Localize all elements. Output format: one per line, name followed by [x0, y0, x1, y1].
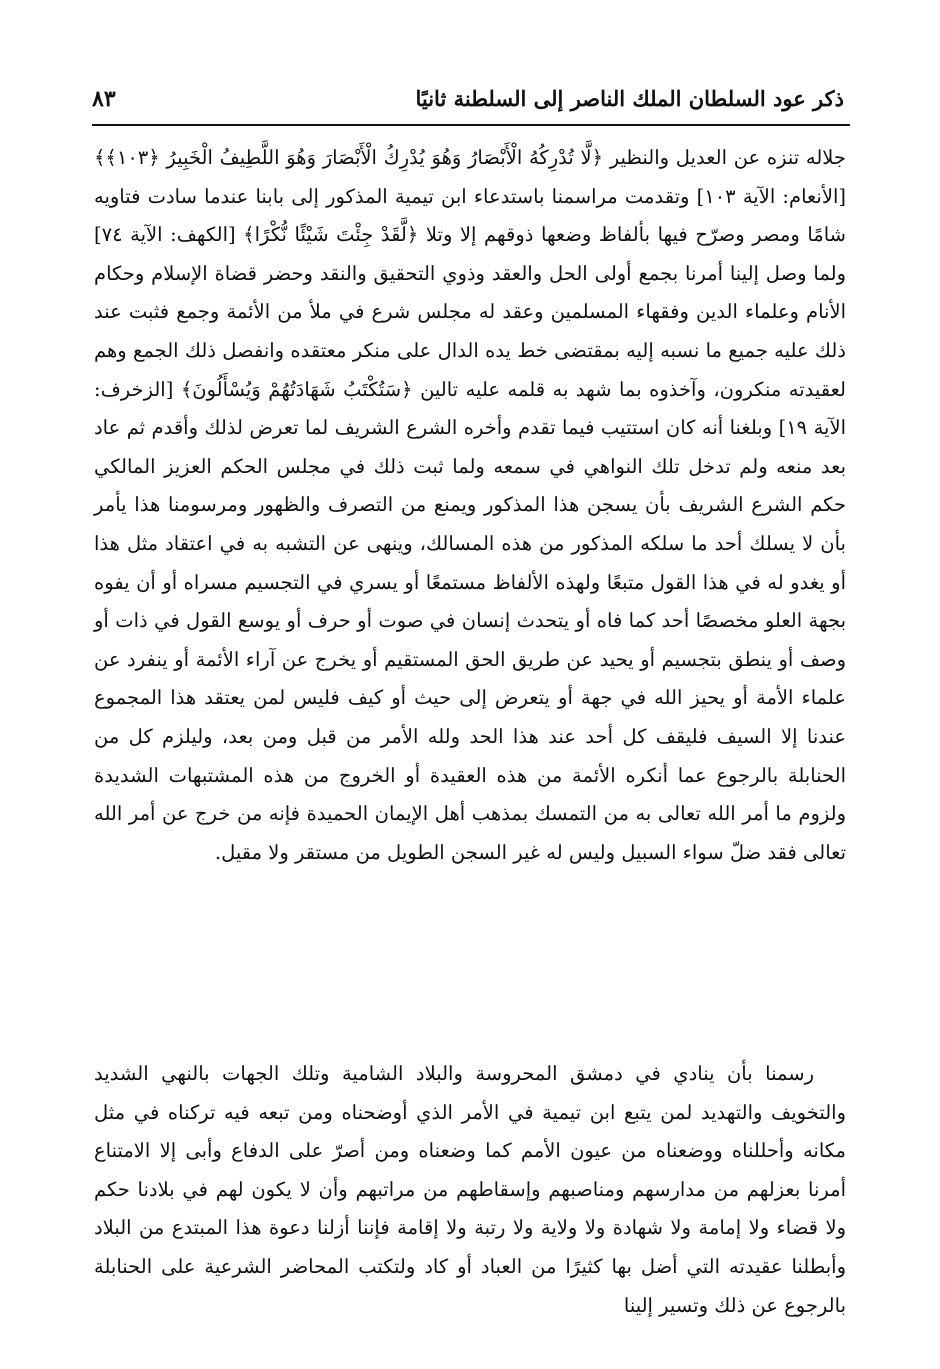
running-title: ذكر عود السلطان الملك الناصر إلى السلطنة ثانيًا: [415, 86, 844, 111]
body-paragraph-2: رسمنا بأن ينادي في دمشق المحروسة والبلاد الشامية وتلك الجهات بالنهي الشديد والتخويف والتهديد لمن يتبع ابن تيمية في الأمر الذي أوضحناه ومن تبعه فيه تركناه في مثل مكانه وأحللناه ووضعناه من عيون الأمم كما وضعناه ومن أصرّ على الدفاع وأبى إلا الامتناع أمرنا بعزلهم من مدارسهم ومناصبهم وإسقاطهم من مراتبهم وأن لا يكون لهم في بلادنا حكم ولا قضاء ولا إمامة ولا شهادة ولا ولاية ولا رتبة ولا إقامة فإننا أزلنا دعوة هذا المبتدع من البلاد وأبطلنا عقيدته التي أضل بها كثيرًا من العباد أو كاد ولتكتب المحاضر الشرعية على الحنابلة بالرجوع عن ذلك وتسير إلينا: [94, 1062, 846, 1317]
header-rule: [92, 124, 850, 126]
page-header: [92, 80, 848, 120]
page-number: ٨٣: [92, 86, 116, 112]
body-paragraph-2-wrapper: [94, 1055, 846, 1325]
body-paragraph-1: جلاله تنزه عن العديل والنظير ﴿لَّا تُدْرِكُهُ الْأَبْصَارُ وَهُوَ يُدْرِكُ الْأَبْصَارَ وَهُوَ اللَّطِيفُ الْخَبِيرُ ﴿١٠٣﴾﴾ [الأنعام: الآية ١٠٣] وتقدمت مراسمنا باستدعاء ابن تيمية المذكور إلى بابنا عندما سادت فتاويه شامًا ومصر وصرّح فيها بألفاظ وضعها ذوقهم إلا وتلا ﴿لَّقَدْ جِئْتَ شَيْئًا نُّكْرًا﴾ [الكهف: الآية ٧٤] ولما وصل إلينا أمرنا بجمع أولى الحل والعقد وذوي التحقيق والنقد وحضر قضاة الإسلام وحكام الأنام وعلماء الدين وفقهاء المسلمين وعقد له مجلس شرع في ملأ من الأئمة وجمع فثبت عند ذلك عليه جميع ما نسبه إليه بمقتضى خط يده الدال على منكر معتقده وانفصل ذلك الجمع وهم لعقيدته منكرون، وآخذوه بما شهد به قلمه عليه تالين ﴿سَتُكْتَبُ شَهَادَتُهُمْ وَيُسْأَلُونَ﴾ [الزخرف: الآية ١٩] وبلغنا أنه كان استتيب فيما تقدم وأخره الشرع الشريف لما تعرض لذلك وأقدم ثم عاد بعد منعه ولم تدخل تلك النواهي في سمعه ولما ثبت ذلك في مجلس الحكم العزيز المالكي حكم الشرع الشريف بأن يسجن هذا المذكور ويمنع من التصرف والظهور ومرسومنا هذا يأمر بأن لا يسلك أحد ما سلكه المذكور من هذه المسالك، وينهى عن التشبه به في اعتقاد مثل هذا أو يغدو له في هذا القول متبعًا ولهذه الألفاظ مستمعًا أو يسري في التجسيم مسراه أو أن يفوه بجهة العلو مخصصًا أحد كما فاه أو يتحدث إنسان في صوت أو حرف أو يوسع القول في ذات أو وصف أو ينطق بتجسيم أو يحيد عن طريق الحق المستقيم أو يخرج عن آراء الأئمة أو ينفرد عن علماء الأمة أو يحيز الله في جهة أو يتعرض إلى حيث أو كيف فليس لمن يعتقد هذا المجموع عندنا إلا السيف فليقف كل أحد عند هذا الحد ولله الأمر من قبل ومن بعد، وليلزم كل من الحنابلة بالرجوع عما أنكره الأئمة من هذه العقيدة أو الخروج من هذه المشتبهات الشديدة ولزوم ما أمر الله تعالى به من التمسك بمذهب أهل الإيمان الحميدة فإنه من خرج عن أمر الله تعالى فقد ضلّ سواء السبيل وليس له غير السجن الطويل من مستقر ولا مقيل.: [94, 146, 846, 864]
